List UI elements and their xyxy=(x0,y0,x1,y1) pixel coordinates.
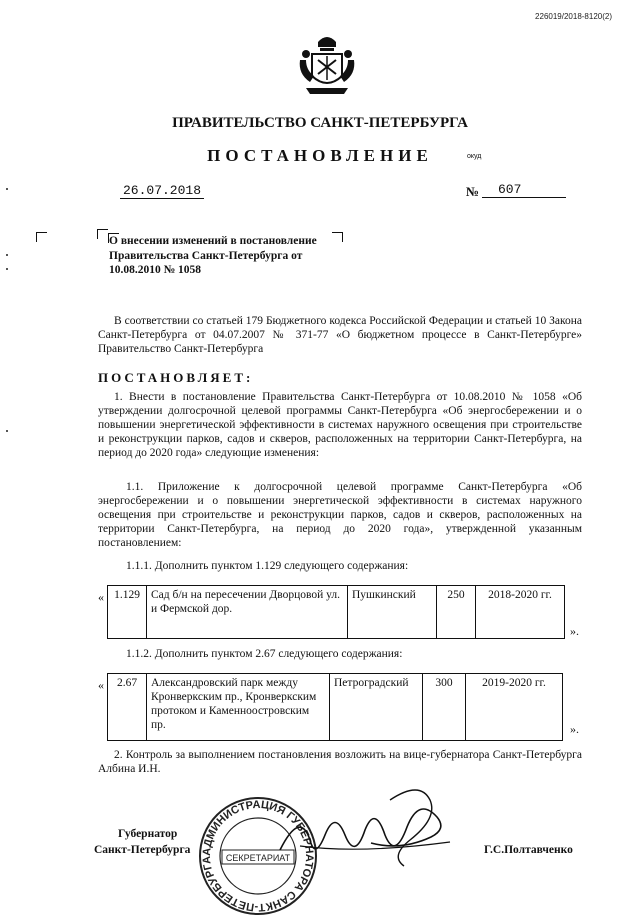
item-1-paragraph: 1. Внести в постановление Правительства Санкт-Петербурга от 10.08.2010 № 1058 «Об утверждении долгосрочной целевой программы Санкт-Петербурга «Об энергосбережении и о повышении энергетической эффективности в системах наружного освещения при строительстве и реконструкции парков, садов и скверов, расположенных на территории Санкт-Петербурга, на период до 2020 года» следующие изменения: xyxy=(98,391,582,459)
quote-close: ». xyxy=(570,624,579,638)
item-1-1-1-paragraph: 1.1.1. Дополнить пунктом 1.129 следующего содержания: xyxy=(126,560,409,572)
document-date: 26.07.2018 xyxy=(120,183,204,199)
table-cell-period: 2018-2020 гг. xyxy=(476,586,565,639)
item-1-1-paragraph: 1.1. Приложение к долгосрочной целевой программе Санкт-Петербурга «Об энергосбережении и о повышении энергетической эффективности в системах наружного освещения при строительстве и реконструкции парков, садов и скверов, расположенных на территории Санкт-Петербурга, на период до 2020 года», утвержденной указанным постановлением: xyxy=(98,481,582,549)
government-heading: ПРАВИТЕЛЬСТВО САНКТ-ПЕТЕРБУРГА xyxy=(172,115,468,131)
document-registration-number: 226019/2018-8120(2) xyxy=(535,12,612,21)
handwritten-signature xyxy=(270,780,480,880)
corner-bracket xyxy=(97,229,108,239)
spb-coat-of-arms-icon xyxy=(296,30,358,102)
table-cell-value: 250 xyxy=(437,586,476,639)
insertion-table-1 xyxy=(107,585,565,639)
quote-open: « xyxy=(98,678,104,692)
table-cell-number: 2.67 xyxy=(108,674,147,741)
margin-mark xyxy=(6,254,8,256)
signatory-title: Губернатор xyxy=(118,828,178,840)
margin-mark xyxy=(6,188,8,190)
insertion-table-2 xyxy=(107,673,563,741)
margin-mark xyxy=(6,268,8,270)
document-number: 607 xyxy=(482,182,566,198)
signatory-name: Г.С.Полтавченко xyxy=(484,844,573,856)
signatory-city: Санкт-Петербурга xyxy=(94,844,191,856)
resolves-heading: ПОСТАНОВЛЯЕТ: xyxy=(98,370,254,385)
margin-mark xyxy=(6,430,8,432)
table-cell-name: Александровский парк между Кронверкским пр., Кронверкским протоком и Каменноостровским пр. xyxy=(147,674,330,741)
stamp-center-text: СЕКРЕТАРИАТ xyxy=(225,853,291,863)
item-2-paragraph: 2. Контроль за выполнением постановления возложить на вице-губернатора Санкт-Петербурга Албина И.Н. xyxy=(98,749,582,775)
okud-label: окуд xyxy=(467,153,482,160)
table-cell-district: Петроградский xyxy=(330,674,423,741)
table-cell-value: 300 xyxy=(423,674,466,741)
table-cell-number: 1.129 xyxy=(108,586,147,639)
item-1-1-2-paragraph: 1.1.2. Дополнить пунктом 2.67 следующего содержания: xyxy=(126,648,403,660)
quote-close: ». xyxy=(570,722,579,736)
document-subject: О внесении изменений в постановление Правительства Санкт-Петербурга от 10.08.2010 № 1058 xyxy=(109,235,317,276)
table-cell-name: Сад б/н на пересечении Дворцовой ул. и Фермской дор. xyxy=(147,586,348,639)
table-row xyxy=(108,586,565,639)
intro-paragraph: В соответствии со статьей 179 Бюджетного кодекса Российской Федерации и статьей 10 Закона Санкт-Петербурга от 04.07.2007 № 371-77 «О бюджетном процессе в Санкт-Петербурге» Правительство Санкт-Петербурга xyxy=(98,315,582,355)
document-title: ПОСТАНОВЛЕНИЕ xyxy=(207,146,433,165)
stamp-text: АДМИНИСТРАЦИЯ ГУБЕРНАТОРА САНКТ-ПЕТЕРБУРГА xyxy=(200,798,316,914)
table-cell-period: 2019-2020 гг. xyxy=(466,674,563,741)
number-label: № xyxy=(466,184,480,199)
table-cell-district: Пушкинский xyxy=(348,586,437,639)
corner-bracket xyxy=(36,232,47,242)
table-row xyxy=(108,674,563,741)
quote-open: « xyxy=(98,590,104,604)
